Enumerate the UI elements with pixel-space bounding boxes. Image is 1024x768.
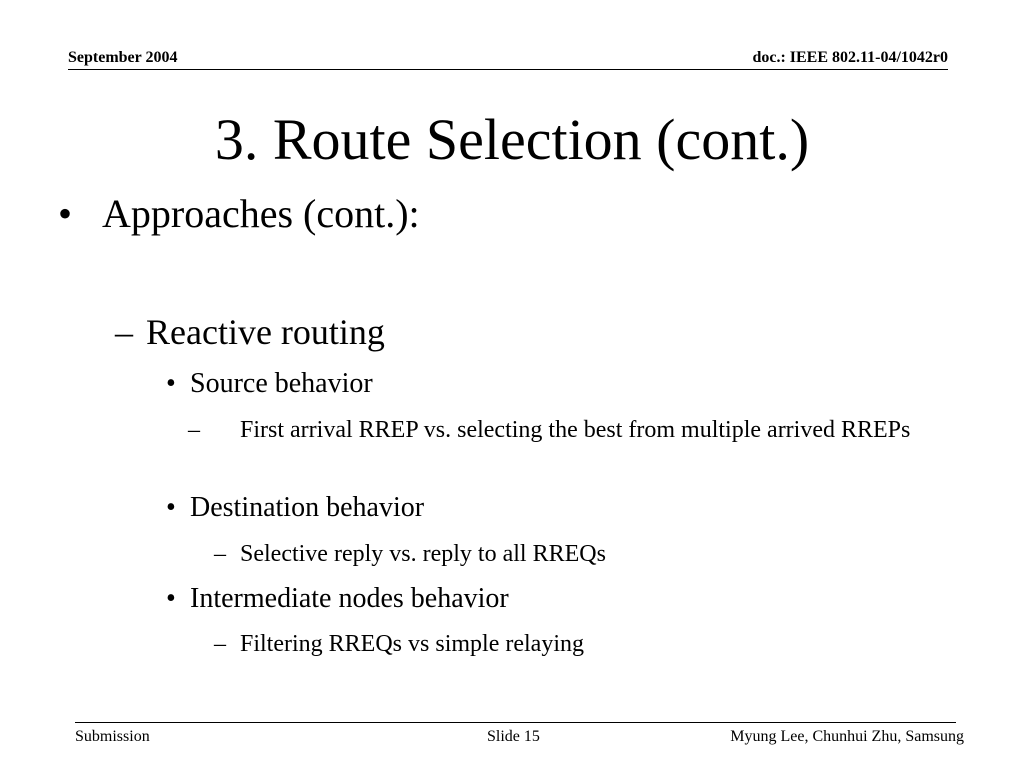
slide-title: 3. Route Selection (cont.) bbox=[214, 107, 810, 172]
dash-marker: – bbox=[188, 417, 200, 443]
bullet-marker: • bbox=[166, 368, 176, 399]
header-doc-id: doc.: IEEE 802.11-04/1042r0 bbox=[752, 49, 948, 66]
bullet-destination-behavior bbox=[166, 491, 424, 525]
dash-marker: – bbox=[214, 631, 226, 657]
sub-bullet-text: Filtering RREQs vs simple relaying bbox=[240, 631, 584, 657]
sub-bullet-text: First arrival RREP vs. selecting the best from multiple arrived RREPs bbox=[240, 417, 911, 443]
sub-bullet-destination bbox=[214, 538, 606, 570]
bullet-intermediate-behavior bbox=[166, 582, 509, 616]
bullet-text: Reactive routing bbox=[146, 312, 385, 352]
bullet-reactive-routing bbox=[115, 310, 385, 354]
footer-slide-number: Slide 15 bbox=[487, 728, 540, 745]
bullet-text: Source behavior bbox=[190, 368, 373, 399]
sub-bullet-text: Selective reply vs. reply to all RREQs bbox=[240, 541, 606, 567]
footer-authors: Myung Lee, Chunhui Zhu, Samsung bbox=[730, 728, 964, 745]
footer-submission: Submission bbox=[75, 728, 150, 745]
bullet-marker: • bbox=[166, 492, 176, 523]
sub-bullet-intermediate bbox=[214, 628, 584, 660]
bullet-text: Destination behavior bbox=[190, 492, 425, 523]
sub-bullet-source bbox=[188, 414, 980, 446]
bullet-source-behavior bbox=[166, 367, 373, 401]
header-date: September 2004 bbox=[68, 49, 178, 66]
dash-marker: – bbox=[115, 312, 133, 352]
bullet-text: Approaches (cont.): bbox=[102, 191, 420, 236]
header-divider bbox=[68, 69, 948, 70]
dash-marker: – bbox=[214, 541, 226, 567]
footer-divider bbox=[75, 722, 956, 723]
bullet-approaches bbox=[58, 190, 420, 238]
bullet-marker: • bbox=[58, 191, 73, 236]
bullet-marker: • bbox=[166, 583, 176, 614]
bullet-text: Intermediate nodes behavior bbox=[190, 583, 509, 614]
